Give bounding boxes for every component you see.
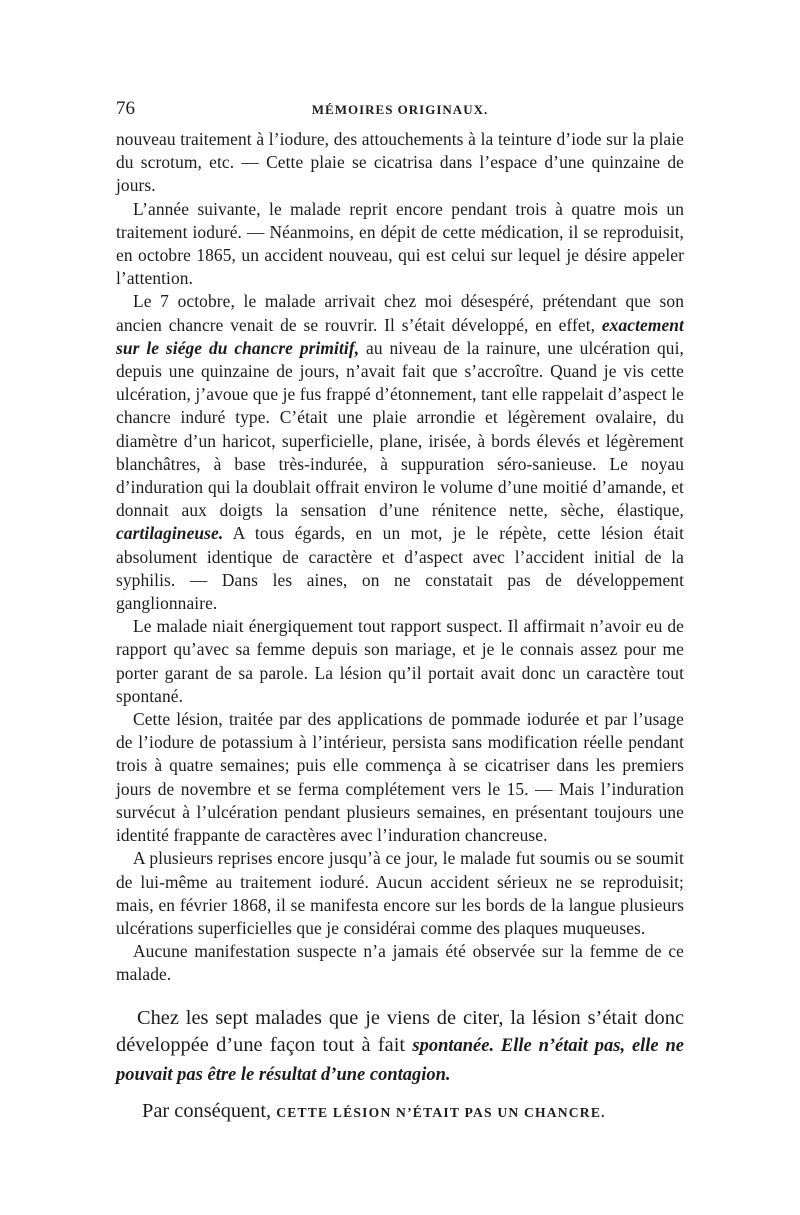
paragraph-3-part-a: Le 7 octobre, le malade arrivait chez moi désespéré, prétendant que son ancien chancre venait de se rouvrir. Il s’était développé, en effet, bbox=[116, 291, 684, 335]
body-text bbox=[116, 128, 684, 987]
conclusion-text: Chez les sept malades que je viens de citer, la lésion s’était donc développée d’une façon tout à fait bbox=[116, 1006, 684, 1057]
paragraph-3-emphasis-2: cartilagineuse. bbox=[116, 523, 224, 544]
paragraph-4: Le malade niait énergiquement tout rapport suspect. Il affirmait n’avoir eu de rapport qu’avec sa femme depuis son mariage, et je le connais assez pour me porter garant de sa parole. La lésion qu’il portait avait donc un caractère tout spontané. bbox=[116, 616, 684, 706]
page-number: 76 bbox=[116, 98, 135, 119]
running-title: MÉMOIRES ORIGINAUX. bbox=[311, 102, 489, 117]
conclusion-paragraph bbox=[116, 1005, 684, 1090]
paragraph-7: Aucune manifestation suspecte n’a jamais été observée sur la femme de ce malade. bbox=[116, 941, 684, 985]
book-page bbox=[116, 98, 684, 1126]
paragraph-3 bbox=[116, 290, 684, 615]
paragraph-5: Cette lésion, traitée par des applications de pommade iodurée et par l’usage de l’iodure de potassium à l’intérieur, persista sans modification réelle pendant trois à quatre semaines; puis elle commença à se cicatriser dans les premiers jours de novembre et se ferma complétement vers le 15. — Mais l’induration survécut à l’ulcération pendant plusieurs semaines, en présentant toujours une identité frappante de caractères avec l’induration chancreuse. bbox=[116, 709, 684, 846]
conclusion-emphasis: spontanée. Elle n’était pas, elle ne pouvait pas être le résultat d’une contagion. bbox=[116, 1036, 684, 1085]
final-statement-lead: Par conséquent, bbox=[142, 1100, 277, 1123]
paragraph-3-part-b: au niveau de la rainure, une ulcération qui, depuis une quinzaine de jours, n’avait fait que s’accroître. Quand je vis cette ulcération, j’avoue que je fus frappé d’étonnement, tant elle rappelait d’aspect le chancre induré type. C’était une plaie arrondie et légèrement ovalaire, du diamètre d’un haricot, superficielle, plane, irisée, à bords élevés et légèrement blanchâtres, à base très-indurée, à suppuration séro-sanieuse. Le noyau d’induration qui la doublait offrait environ le volume d’une moitié d’amande, et donnait aux doigts la sensation d’une rénitence nette, sèche, élastique, bbox=[116, 337, 684, 521]
paragraph-6: A plusieurs reprises encore jusqu’à ce jour, le malade fut soumis ou se soumit de lui-même au traitement ioduré. Aucun accident sérieux ne se reproduisit; mais, en février 1868, il se manifesta encore sur les bords de la langue plusieurs ulcérations superficielles que je considérai comme des plaques muqueuses. bbox=[116, 848, 684, 938]
paragraph-2: L’année suivante, le malade reprit encore pendant trois à quatre mois un traitement ioduré. — Néanmoins, en dépit de cette médication, il se reproduisit, en octobre 1865, un accident nouveau, qui est celui sur lequel je désire appeler l’attention. bbox=[116, 198, 684, 289]
final-statement-caps: CETTE LÉSION N’ÉTAIT PAS UN CHANCRE. bbox=[276, 1105, 606, 1121]
paragraph-3-emphasis-1: exactement sur le siége du chancre primitif, bbox=[116, 314, 684, 358]
conclusion bbox=[116, 1005, 684, 1127]
paragraph-3-part-c: A tous égards, en un mot, je le répète, cette lésion était absolument identique de caractère et d’aspect avec l’accident initial de la syphilis. — Dans les aines, on ne constatait pas de développement ganglionnaire. bbox=[116, 523, 684, 614]
paragraph-1: nouveau traitement à l’iodure, des attouchements à la teinture d’iode sur la plaie du scrotum, etc. — Cette plaie se cicatrisa dans l’espace d’une quinzaine de jours. bbox=[116, 129, 684, 196]
running-head bbox=[116, 98, 684, 124]
final-statement bbox=[116, 1098, 684, 1126]
